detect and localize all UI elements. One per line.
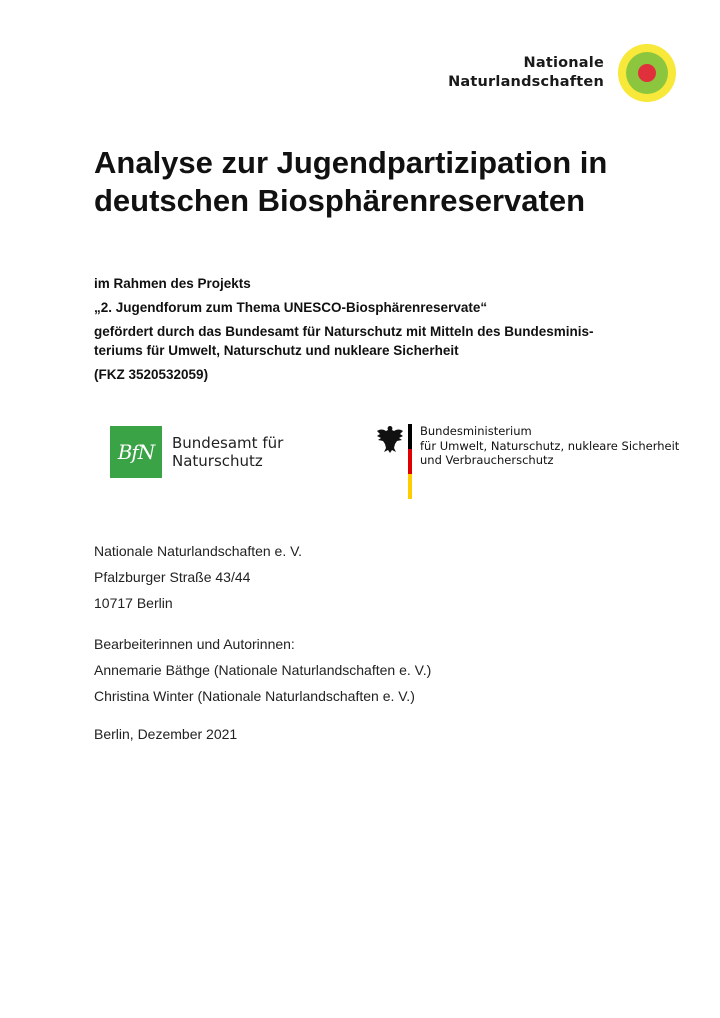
- project-line: (FKZ 3520532059): [94, 367, 209, 382]
- address-line: Nationale Naturlandschaften e. V.: [94, 543, 303, 559]
- german-flag-bar: [408, 424, 412, 499]
- authors-heading: Bearbeiterinnen und Autorinnen:: [94, 636, 295, 652]
- address-block: [94, 543, 302, 621]
- nn-logo-line1: Nationale: [523, 55, 604, 71]
- bmu-logo-line1: Bundesministerium: [420, 424, 532, 438]
- project-line: gefördert durch das Bundesamt für Naturschutz mit Mitteln des Bundesminis-: [94, 324, 594, 339]
- address-line: 10717 Berlin: [94, 595, 173, 611]
- bfn-logo-mark: BfN: [110, 426, 162, 478]
- author-name: Annemarie Bäthge (Nationale Naturlandschaften e. V.): [94, 662, 432, 678]
- document-date: Berlin, Dezember 2021: [94, 726, 238, 742]
- bmu-logo-line3: und Verbraucherschutz: [420, 453, 554, 467]
- author-name: Christina Winter (Nationale Naturlandschaften e. V.): [94, 688, 415, 704]
- bfn-logo-line1: Bundesamt für: [172, 434, 284, 452]
- bfn-logo-line2: Naturschutz: [172, 452, 263, 470]
- nn-logo-line2: Naturlandschaften: [448, 74, 604, 90]
- bfn-logo: [110, 426, 283, 478]
- project-line: teriums für Umwelt, Naturschutz und nukleare Sicherheit: [94, 343, 459, 358]
- bmu-logo: [376, 424, 679, 499]
- federal-eagle-icon: [376, 424, 404, 454]
- project-line: im Rahmen des Projekts: [94, 276, 251, 291]
- project-info: [94, 274, 674, 389]
- authors-block: [94, 636, 431, 714]
- bfn-logo-text: [172, 434, 283, 470]
- bmu-logo-text: [420, 424, 679, 499]
- nn-logo-icon: [618, 44, 676, 102]
- bmu-logo-line2: für Umwelt, Naturschutz, nukleare Sicherheit: [420, 438, 680, 453]
- project-line: „2. Jugendforum zum Thema UNESCO-Biosphärenreservate“: [94, 300, 488, 315]
- nationale-naturlandschaften-logo: [448, 44, 676, 102]
- address-line: Pfalzburger Straße 43/44: [94, 569, 251, 585]
- document-title: Analyse zur Jugendpartizipation in deutschen Biosphärenreservaten: [94, 145, 608, 218]
- nn-logo-text: [448, 54, 604, 92]
